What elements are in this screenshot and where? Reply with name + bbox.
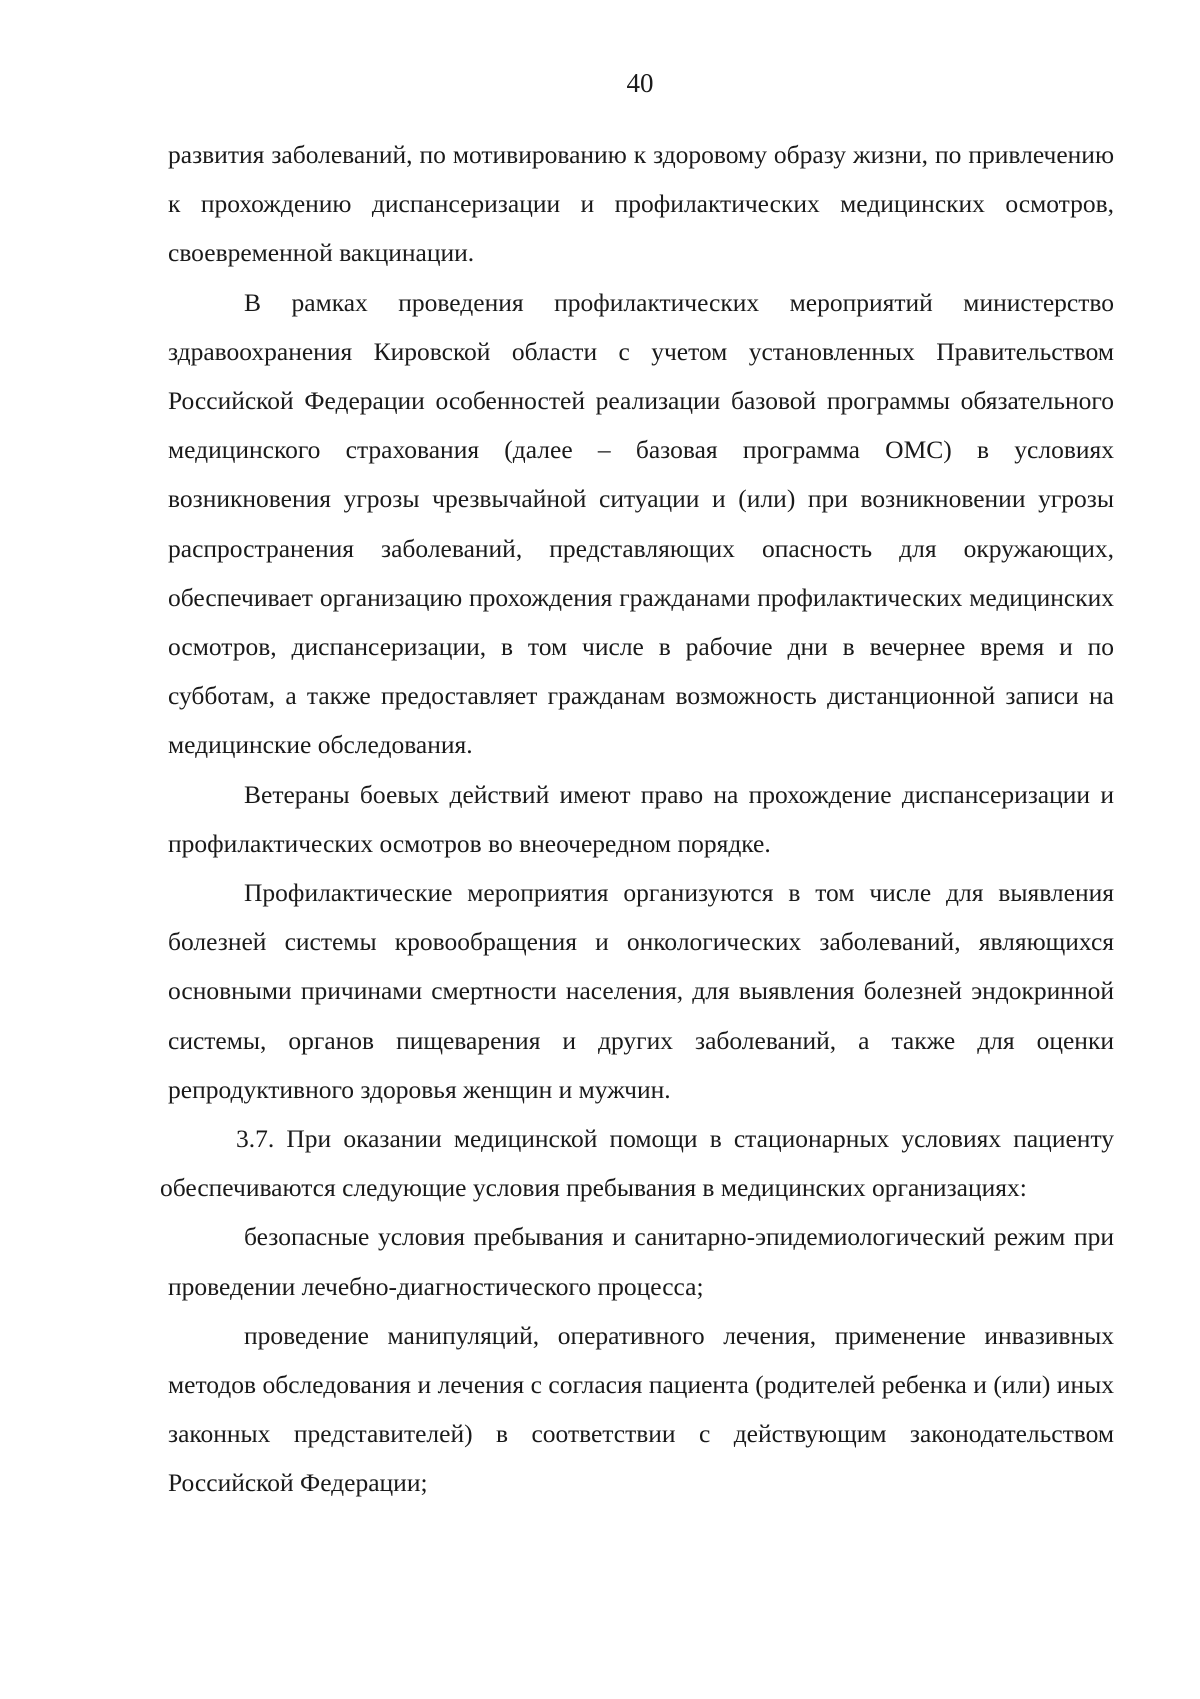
page-number: 40 <box>626 68 654 98</box>
paragraph-manipulations-consent: проведение манипуляций, оперативного лечения, применение инвазивных методов обследования и лечения с согласия пациента (родителей ребенка и (или) иных законных представителей) в соответствии с действующим законодательством Российской Федерации; <box>168 1320 1114 1498</box>
document-body <box>160 130 1114 1508</box>
paragraph-preventive-measures: В рамках проведения профилактических мероприятий министерство здравоохранения Кировской области с учетом установленных Правительством Российской Федерации особенностей реализации базовой программы обязательного медицинского страхования (далее – базовая программа ОМС) в условиях возникновения угрозы чрезвычайной ситуации и (или) при возникновении угрозы распространения заболеваний, представляющих опасность для окружающих, обеспечивает организацию прохождения гражданами профилактических медицинских осмотров, диспансеризации, в том числе в рабочие дни в вечернее время и по субботам, а также предоставляет гражданам возможность дистанционной записи на медицинские обследования. <box>168 287 1114 760</box>
paragraph-section-3-7: 3.7. При оказании медицинской помощи в стационарных условиях пациенту обеспечиваются следующие условия пребывания в медицинских организациях: <box>160 1124 1114 1203</box>
paragraph-combat-veterans: Ветераны боевых действий имеют право на прохождение диспансеризации и профилактических осмотров во внеочередном порядке. <box>168 779 1114 858</box>
paragraph-preventive-detection: Профилактические мероприятия организуются в том числе для выявления болезней системы кровообращения и онкологических заболеваний, являющихся основными причинами смертности населения, для выявления болезней эндокринной системы, органов пищеварения и других заболеваний, а также для оценки репродуктивного здоровья женщин и мужчин. <box>168 878 1114 1104</box>
paragraph-continuation: развития заболеваний, по мотивированию к здоровому образу жизни, по привлечению к прохождению диспансеризации и профилактических медицинских осмотров, своевременной вакцинации. <box>168 140 1114 268</box>
paragraph-safe-conditions: безопасные условия пребывания и санитарно-эпидемиологический режим при проведении лечебно-диагностического процесса; <box>168 1222 1114 1301</box>
